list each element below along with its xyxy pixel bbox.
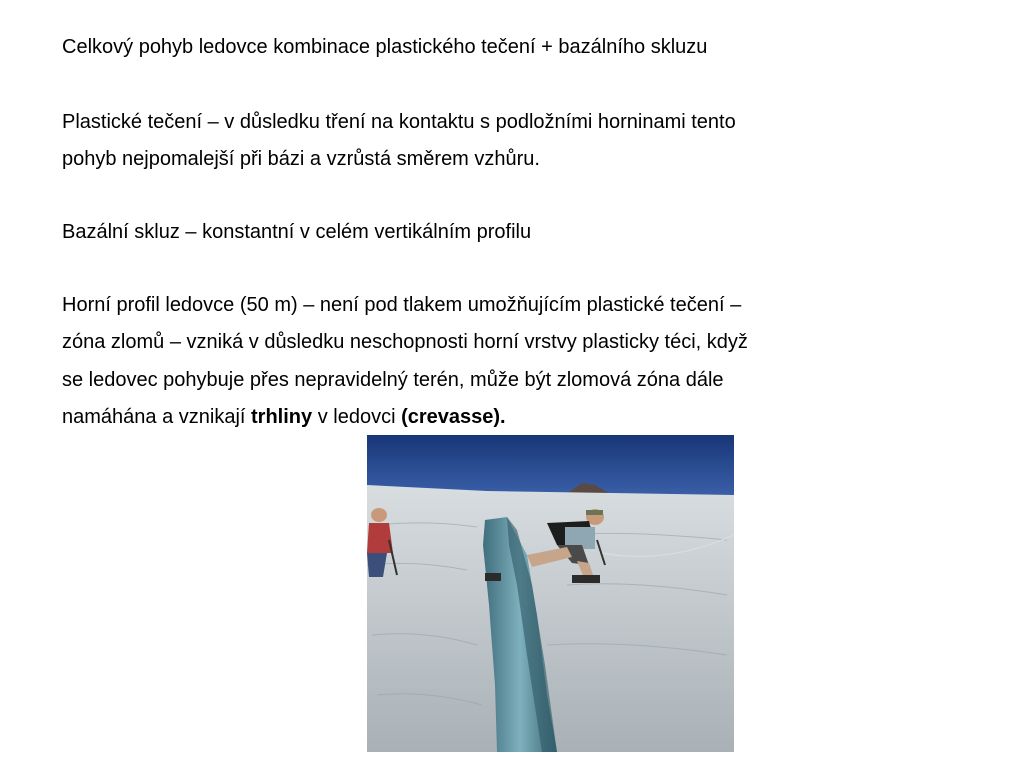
term-crevasse-en: (crevasse).: [401, 406, 506, 428]
paragraph-upper-profile-line-4: [62, 405, 506, 429]
paragraph-plastic-flow-line-1: Plastické tečení – v důsledku tření na kontaktu s podložními horninami tento: [62, 111, 736, 133]
paragraph-basal-slip: Bazální skluz – konstantní v celém vertikálním profilu: [62, 221, 532, 243]
term-crevasses: trhliny: [251, 406, 313, 428]
crevasse-photo: [367, 435, 734, 752]
paragraph-upper-profile-line-3: se ledovec pohybuje přes nepravidelný terén, může být zlomová zóna dále: [62, 369, 724, 391]
text-segment: v ledovci: [312, 406, 402, 428]
paragraph-upper-profile-line-1: Horní profil ledovce (50 m) – není pod tlakem umožňujícím plastické tečení –: [62, 294, 742, 316]
paragraph-total-movement: Celkový pohyb ledovce kombinace plastického tečení + bazálního skluzu: [62, 36, 708, 58]
paragraph-upper-profile-line-2: zóna zlomů – vzniká v důsledku neschopnosti horní vrstvy plasticky téci, když: [62, 331, 748, 353]
text-segment: namáhána a vznikají: [62, 406, 252, 428]
paragraph-plastic-flow-line-2: pohyb nejpomalejší při bázi a vzrůstá směrem vzhůru.: [62, 148, 540, 170]
